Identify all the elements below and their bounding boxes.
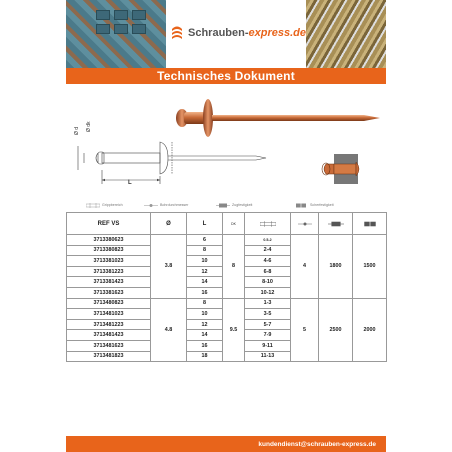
brand-name: Schrauben-express.de xyxy=(188,27,306,39)
drill-hole-icon xyxy=(298,221,312,227)
cell-ref: 3713480823 xyxy=(67,298,151,309)
drawing-label-dk: Ø dk xyxy=(86,121,92,132)
cell-ref: 3713481823 xyxy=(67,351,151,362)
grip-range-icon xyxy=(86,203,100,208)
parts-bin xyxy=(132,24,146,34)
cell-tensile: 1800 xyxy=(319,235,353,299)
parts-bin xyxy=(114,24,128,34)
cell-length: 8 xyxy=(187,298,223,309)
parts-bin xyxy=(132,10,146,20)
title-bar xyxy=(66,68,386,84)
cell-length: 10 xyxy=(187,309,223,320)
cell-shear: 2000 xyxy=(353,298,387,362)
cell-ref: 3713481223 xyxy=(67,319,151,330)
legend-shear: Scherfestigkeit xyxy=(294,200,334,210)
cell-ref: 3713381023 xyxy=(67,256,151,267)
cell-length: 8 xyxy=(187,245,223,256)
tensile-strength-icon xyxy=(216,203,230,208)
cell-grip: 11-13 xyxy=(245,351,291,362)
header-ref: REF VS xyxy=(67,213,151,235)
cell-grip: 6-8 xyxy=(245,266,291,277)
rivet-cross-section xyxy=(318,152,362,186)
header-tensile xyxy=(319,213,353,235)
shear-strength-icon xyxy=(294,203,308,208)
page-title: Technisches Dokument xyxy=(157,69,295,83)
legend-grip: Grippbereich xyxy=(86,200,123,210)
cell-ref: 3713380823 xyxy=(67,245,151,256)
cell-length: 16 xyxy=(187,340,223,351)
cell-ref: 3713481023 xyxy=(67,309,151,320)
cell-hole: 4 xyxy=(291,235,319,299)
cell-grip: 1-3 xyxy=(245,298,291,309)
header-length: L xyxy=(187,213,223,235)
header-dk: DK xyxy=(223,213,245,235)
cell-length: 6 xyxy=(187,235,223,246)
shear-strength-icon xyxy=(362,221,378,227)
table-row xyxy=(67,235,387,246)
header-hole xyxy=(291,213,319,235)
brand-name-accent: express.de xyxy=(248,27,306,39)
legend-hole: Bohrdurchmesser xyxy=(144,200,188,210)
cell-grip: 3-5 xyxy=(245,309,291,320)
header-diameter: Ø xyxy=(151,213,187,235)
cell-dk: 9.5 xyxy=(223,298,245,362)
cell-ref: 3713481623 xyxy=(67,340,151,351)
parts-bin xyxy=(96,24,110,34)
cell-grip: 4-6 xyxy=(245,256,291,267)
drawing-label-l: L xyxy=(128,180,132,186)
legend-tensile: Zugfestigkeit xyxy=(216,200,252,210)
cell-tensile: 2500 xyxy=(319,298,353,362)
cell-dk: 8 xyxy=(223,235,245,299)
cell-length: 12 xyxy=(187,319,223,330)
cell-diameter: 3.8 xyxy=(151,235,187,299)
cell-ref: 3713380623 xyxy=(67,235,151,246)
cell-length: 14 xyxy=(187,277,223,288)
product-table xyxy=(66,212,386,362)
cell-diameter: 4.8 xyxy=(151,298,187,362)
cell-length: 10 xyxy=(187,256,223,267)
drawing-label-d: Ø d xyxy=(74,126,80,135)
icon-legend xyxy=(86,200,386,210)
brand-logo-icon xyxy=(170,25,184,41)
parts-bin xyxy=(114,10,128,20)
grip-range-icon xyxy=(260,221,276,227)
cell-grip: 0.5-2 xyxy=(245,235,291,246)
cell-ref: 3713481423 xyxy=(67,330,151,341)
table-row xyxy=(67,298,387,309)
parts-bin xyxy=(96,10,110,20)
footer-email[interactable]: kundendienst@schrauben-express.de xyxy=(258,440,376,448)
cell-grip: 2-4 xyxy=(245,245,291,256)
cell-grip: 9-11 xyxy=(245,340,291,351)
cell-grip: 5-7 xyxy=(245,319,291,330)
cell-ref: 3713381623 xyxy=(67,287,151,298)
footer-bar xyxy=(66,436,386,452)
cell-length: 18 xyxy=(187,351,223,362)
cell-shear: 1500 xyxy=(353,235,387,299)
header-shear xyxy=(353,213,387,235)
brand-logo xyxy=(170,20,310,46)
cell-length: 12 xyxy=(187,266,223,277)
header-banner xyxy=(66,0,386,68)
cell-grip: 8-10 xyxy=(245,277,291,288)
tensile-strength-icon xyxy=(328,221,344,227)
cell-ref: 3713381223 xyxy=(67,266,151,277)
cell-ref: 3713381423 xyxy=(67,277,151,288)
technical-drawing xyxy=(72,120,282,190)
table-header-row xyxy=(67,213,387,235)
header-grip xyxy=(245,213,291,235)
cell-hole: 5 xyxy=(291,298,319,362)
cell-grip: 10-12 xyxy=(245,287,291,298)
cell-length: 16 xyxy=(187,287,223,298)
header-photo-workshop xyxy=(66,0,166,68)
cell-length: 14 xyxy=(187,330,223,341)
drill-hole-icon xyxy=(144,203,158,208)
header-photo-screws xyxy=(306,0,386,68)
cell-grip: 7-9 xyxy=(245,330,291,341)
